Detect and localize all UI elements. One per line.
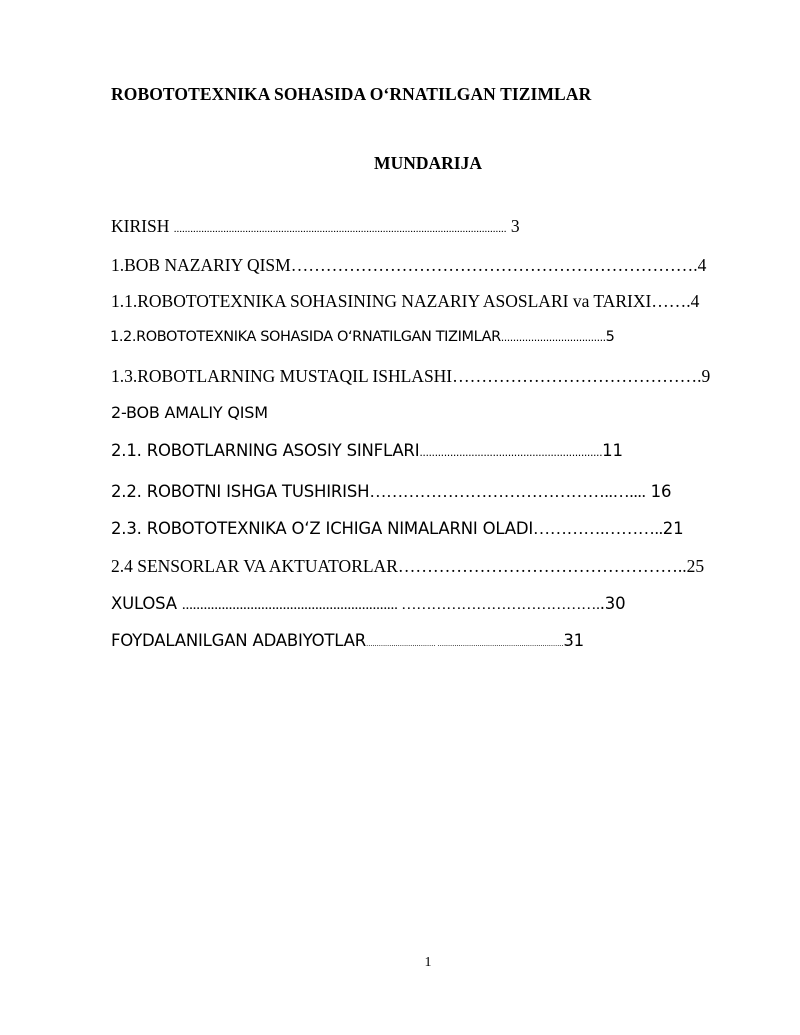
toc-entry-label: 1.2.ROBOTOTEXNIKA SOHASIDA O‘RNATILGAN TIZIMLAR (110, 329, 501, 345)
toc-entry-label: 2.4 SENSORLAR VA AKTUATORLAR (111, 556, 398, 576)
toc-entry-page: 3 (506, 216, 520, 236)
toc-entry-2-2[interactable] (111, 482, 671, 502)
toc-entry-leader: ………….……….. (533, 519, 663, 538)
toc-entry-leader: ………………………………………….. (397, 556, 687, 576)
document-title: ROBOTOTEXNIKA SOHASIDA O‘RNATILGAN TIZIMLAR (111, 84, 592, 104)
toc-entry-label: 2-BOB AMALIY QISM (111, 403, 268, 422)
toc-entry-leader: ……. (651, 291, 691, 311)
toc-entry-label: 1.1.ROBOTOTEXNIKA SOHASINING NAZARIY ASOSLARI va TARIXI (111, 291, 652, 311)
toc-entry-page: 25 (686, 556, 705, 576)
toc-entry-page: 21 (662, 519, 684, 538)
toc-entry-2-1[interactable] (111, 441, 623, 460)
toc-entry-bob1[interactable] (111, 255, 706, 276)
toc-entry-label: FOYDALANILGAN ADABIYOTLAR (111, 631, 367, 650)
toc-heading: MUNDARIJA (374, 153, 482, 173)
toc-entry-leader: …………………………………………………………… (290, 255, 694, 275)
toc-entry-leader: ............................................................ …………………………………. (181, 596, 600, 613)
toc-entry-page: 16 (645, 482, 672, 501)
toc-entry-1-1[interactable] (111, 291, 699, 312)
toc-entry-leader: ......................................................................................................................... (173, 223, 507, 235)
toc-entry-label: XULOSA (111, 594, 182, 613)
toc-entry-2-3[interactable] (111, 519, 683, 539)
toc-entry-label: KIRISH (111, 216, 174, 236)
toc-entry-leader: ……………………………………..….... (369, 482, 646, 501)
toc-entry-xulosa[interactable] (111, 594, 625, 614)
toc-entry-1-2[interactable] (110, 329, 615, 345)
toc-entry-label: 2.3. ROBOTOTEXNIKA O‘Z ICHIGA NIMALARNI OLADI (111, 519, 534, 538)
toc-entry-leader: ................................... (500, 331, 606, 344)
toc-entry-label: 1.3.ROBOTLARNING MUSTAQIL ISHLASHI (111, 366, 453, 386)
toc-entry-bob2[interactable] (111, 403, 268, 422)
toc-entry-page: 5 (605, 329, 615, 345)
toc-entry-leader: ............................................................ (419, 446, 603, 459)
toc-entry-label: 1.BOB NAZARIY QISM (111, 255, 291, 275)
toc-entry-label: 2.2. ROBOTNI ISHGA TUSHIRISH (111, 482, 370, 501)
toc-entry-leader: ................................. ............................................................ (366, 639, 564, 648)
page-number: 1 (424, 955, 432, 970)
toc-entry-leader: ……………………………………. (452, 366, 702, 386)
toc-entry-page: 4 (690, 291, 700, 311)
toc-entry-page: 9 (701, 366, 711, 386)
toc-entry-page: 31 (563, 631, 584, 650)
toc-entry-adabiyotlar[interactable] (111, 631, 584, 650)
toc-entry-kirish[interactable] (111, 216, 520, 237)
toc-entry-label: 2.1. ROBOTLARNING ASOSIY SINFLARI (111, 441, 420, 460)
toc-entry-1-3[interactable] (111, 366, 710, 387)
toc-entry-2-4[interactable] (111, 556, 704, 577)
toc-entry-page: .4 (693, 255, 707, 275)
toc-entry-page: .30 (599, 594, 626, 613)
toc-entry-page: 11 (602, 441, 623, 460)
